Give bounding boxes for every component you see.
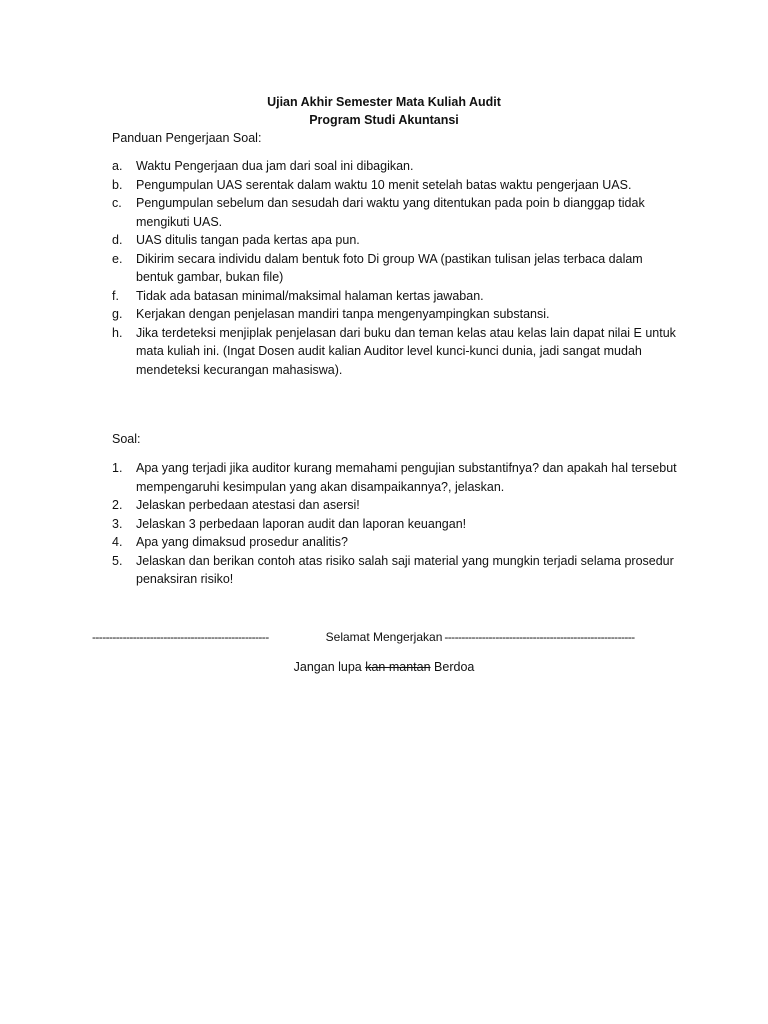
guide-item-text: Kerjakan dengan penjelasan mandiri tanpa mengenyampingkan substansi. <box>136 307 550 321</box>
question-item <box>112 552 682 589</box>
closing-divider <box>92 630 676 644</box>
guide-item-marker: c. <box>112 196 122 210</box>
guide-item-text: Dikirim secara individu dalam bentuk foto Di group WA (pastikan tulisan jelas terbaca dalam bentuk gambar, bukan file) <box>136 251 643 284</box>
guide-item-text: Waktu Pengerjaan dua jam dari soal ini dibagikan. <box>136 159 414 173</box>
guide-item <box>112 324 682 380</box>
closing-line <box>0 660 768 674</box>
guide-item <box>112 194 682 231</box>
guide-item <box>112 231 682 250</box>
question-item-text: Apa yang terjadi jika auditor kurang memahami pengujian substantifnya? dan apakah hal tersebut mempengaruhi kesimpulan yang akan disampaikannya?, jelaskan. <box>136 461 677 494</box>
divider-dashes-left: ---------------------------------------------------- <box>92 630 269 644</box>
question-item-marker: 2. <box>112 498 123 512</box>
questions-heading: Soal: <box>112 432 141 446</box>
guide-item-marker: h. <box>112 325 123 340</box>
guide-item-text: UAS ditulis tangan pada kertas apa pun. <box>136 233 360 247</box>
guide-heading: Panduan Pengerjaan Soal: <box>112 131 262 145</box>
guide-item-marker: f. <box>112 288 119 303</box>
guide-item-text: Pengumpulan sebelum dan sesudah dari waktu yang ditentukan pada poin b dianggap tidak mengikuti UAS. <box>136 196 645 229</box>
questions-list <box>112 459 682 589</box>
exam-title: Ujian Akhir Semester Mata Kuliah Audit <box>267 95 501 109</box>
guide-item-marker: d. <box>112 233 123 247</box>
divider-text: Selamat Mengerjakan <box>325 630 443 644</box>
guide-item-marker: a. <box>112 159 123 173</box>
question-item-marker: 3. <box>112 516 123 531</box>
question-item-marker: 5. <box>112 553 123 568</box>
guide-item-text: Tidak ada batasan minimal/maksimal halaman kertas jawaban. <box>136 288 484 303</box>
closing-text-before: Jangan lupa <box>293 660 366 674</box>
divider-dashes-right: -------------------------------------------------------- <box>444 630 635 644</box>
question-item <box>112 515 682 534</box>
question-item-text: Jelaskan dan berikan contoh atas risiko salah saji material yang mungkin terjadi selama prosedur penaksiran risiko! <box>136 553 674 586</box>
guide-item-marker: e. <box>112 251 123 266</box>
closing-text-after: Berdoa <box>430 660 475 674</box>
guide-item-marker: g. <box>112 307 123 321</box>
question-item-marker: 4. <box>112 535 123 549</box>
guide-item-text: Jika terdeteksi menjiplak penjelasan dari buku dan teman kelas atau kelas lain dapat nilai E untuk mata kuliah ini. (Ingat Dosen audit kalian Auditor level kunci-kunci dunia, jadi sangat mudah mendeteksi kecurangan mahasiswa). <box>136 325 676 377</box>
guide-item <box>112 157 682 176</box>
guide-item-marker: b. <box>112 177 123 192</box>
program-title: Program Studi Akuntansi <box>309 113 459 127</box>
guide-item <box>112 287 682 306</box>
question-item-text: Apa yang dimaksud prosedur analitis? <box>136 535 348 549</box>
question-item-marker: 1. <box>112 461 123 475</box>
closing-struck-text: kan mantan <box>365 660 431 674</box>
question-item-text: Jelaskan perbedaan atestasi dan asersi! <box>136 498 360 512</box>
guide-item <box>112 176 682 195</box>
guide-item <box>112 250 682 287</box>
question-item <box>112 459 682 496</box>
question-item <box>112 533 682 552</box>
guide-list <box>112 157 682 379</box>
question-item <box>112 496 682 515</box>
question-item-text: Jelaskan 3 perbedaan laporan audit dan laporan keuangan! <box>136 516 467 531</box>
guide-item-text: Pengumpulan UAS serentak dalam waktu 10 menit setelah batas waktu pengerjaan UAS. <box>136 177 632 192</box>
guide-item <box>112 305 682 324</box>
